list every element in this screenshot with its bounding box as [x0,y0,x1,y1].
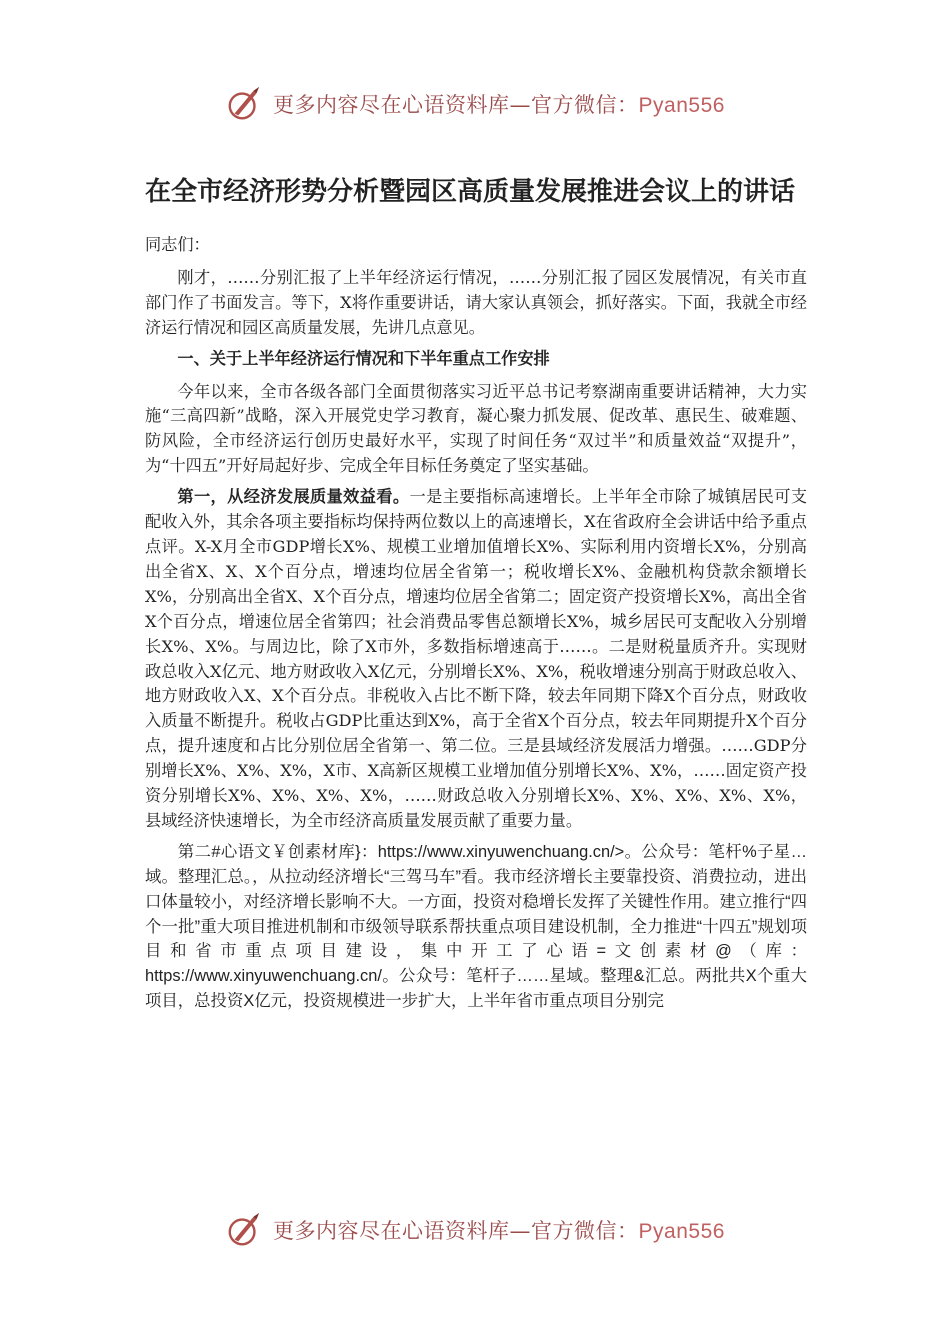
intro-paragraph: 刚才，……分别汇报了上半年经济运行情况，……分别汇报了园区发展情况，有关市直部门作了书面发言。等下，X将作重要讲话，请大家认真领会，抓好落实。下面，我就全市经济运行情况和园区高质量发展，先讲几点意见。 [145,267,807,337]
paragraph: 今年以来，全市各级各部门全面贯彻落实习近平总书记考察湖南重要讲话精神，大力实施“三高四新”战略，深入开展党史学习教育，凝心聚力抓发展、促改革、惠民生、破难题、防风险，全市经济运行创历史最好水平，实现了时间任务“双过半”和质量效益“双提升”，为“十四五”开好局起好步、完成全年目标任务奠定了坚实基础。 [145,381,807,476]
document-title: 在全市经济形势分析暨园区高质量发展推进会议上的讲话 [145,177,796,207]
banner-text: 更多内容尽在心语资料库—官方微信：Pyan556 [273,1219,725,1243]
document-body [145,172,807,1020]
salutation: 同志们： [145,235,210,254]
paragraph: 第二#心语文￥创素材库}：https://www.xinyuwenchuang.cn/>。公众号：笔杆%子星…域。整理汇总。，从拉动经济增长“三驾马车”看。我市经济增长主要靠投资、消费拉动，进出口体量较小，对经济增长影响不大。一方面，投资对稳增长发挥了关键性作用。建立推行“四个一批”重大项目推进机制和市级领导联系帮扶重点项目建设机制，全力推进“十四五”规划项目和省市重点项目建设，集中开工了心语=文创素材@（库：https://www.xinyuwenchuang.cn/。公众号：笔杆子……星域。整理&汇总。两批共X个重大项目，总投资X亿元，投资规模进一步扩大，上半年省市重点项目分别完 [145,842,807,1011]
quill-pen-logo-icon [225,1211,263,1249]
footer-banner [0,1206,950,1254]
header-banner [0,80,950,128]
paragraph [145,485,807,834]
quill-pen-logo-icon [225,85,263,123]
banner-text: 更多内容尽在心语资料库—官方微信：Pyan556 [273,93,725,117]
paragraph-body: 一是主要指标高速增长。上半年全市除了城镇居民可支配收入外，其余各项主要指标均保持两位数以上的高速增长，X在省政府全会讲话中给予重点点评。X-X月全市GDP增长X%、规模工业增加值增长X%、实际利用内资增长X%，分别高出全省X、X、X个百分点，增速均位居全省第一；税收增长X%、金融机构贷款余额增长X%，分别高出全省X、X个百分点，增速均位居全省第二；固定资产投资增长X%，高出全省X个百分点，增速位居全省第四；社会消费品零售总额增长X%，城乡居民可支配收入分别增长X%、X%。与周边比，除了X市外，多数指标增速高于……。二是财税量质齐升。实现财政总收入X亿元、地方财政收入X亿元，分别增长X%、X%，税收增速分别高于财政总收入、地方财政收入X、X个百分点。非税收入占比不断下降，较去年同期下降X个百分点，财政收入质量不断提升。税收占GDP比重达到X%，高于全省X个百分点，较去年同期提升X个百分点，提升速度和占比分别位居全省第一、第二位。三是县域经济发展活力增强。……GDP分别增长X%、X%、X%，X市、X高新区规模工业增加值分别增长X%、X%，……固定资产投资分别增长X%、X%、X%、X%，……财政总收入分别增长X%、X%、X%、X%、X%，县域经济快速增长，为全市经济高质量发展贡献了重要力量。 [145,487,808,830]
section-heading: 一、关于上半年经济运行情况和下半年重点工作安排 [177,348,550,368]
paragraph-lead: 第一，从经济发展质量效益看。 [177,487,410,507]
